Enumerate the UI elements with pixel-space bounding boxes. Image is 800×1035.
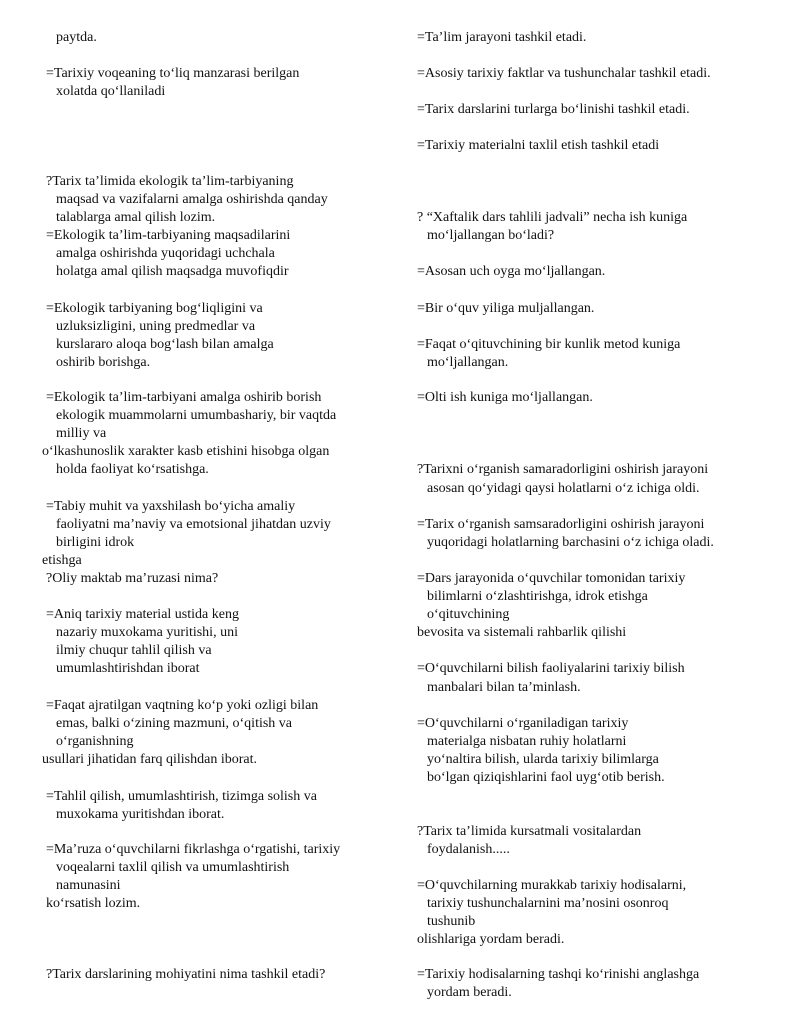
answer-line: =Tarix darslarini turlarga bo‘linishi tashkil etadi. [417,102,690,117]
answer-line: =O‘quvchilarning murakkab tarixiy hodisalarni, [417,878,687,893]
answer-line: bo‘lgan qiziqishlarini faol uyg‘otib berish. [427,770,665,785]
answer-line: tarixiy tushunchalarnini ma’nosini osonroq [427,896,669,911]
answer-line: etishga [42,553,82,568]
answer-line: mo‘ljallangan. [427,355,509,370]
question-line: talablarga amal qilish lozim. [56,210,216,225]
answer-line: =Ekologik tarbiyaning bog‘liqligini va [46,301,263,316]
answer-line: =Olti ish kuniga mo‘ljallangan. [417,390,593,405]
question-line: mo‘ljallangan bo‘ladi? [427,228,555,243]
answer-line: tushunib [427,914,476,929]
answer-line: =Tarixiy voqeaning to‘liq manzarasi berilgan [46,66,300,81]
answer-line: =Bir o‘quv yiliga muljallangan. [417,301,595,316]
answer-line: =Tabiy muhit va yaxshilash bo‘yicha amaliy [46,499,296,514]
answer-line: emas, balki o‘zining mazmuni, o‘qitish va [56,716,293,731]
answer-line: voqealarni taxlil qilish va umumlashtirish [56,860,290,875]
answer-line: =Ma’ruza o‘quvchilarni fikrlashga o‘rgatishi, tarixiy [46,842,341,857]
answer-line: ilmiy chuqur tahlil qilish va [56,643,212,658]
question-line: ?Tarix darslarining mohiyatini nima tashkil etadi? [46,967,326,982]
answer-line: nazariy muxokama yuritishi, uni [56,625,238,640]
answer-line: o‘rganishning [56,734,134,749]
answer-line: umumlashtirishdan iborat [56,661,200,676]
answer-line: =O‘quvchilarni o‘rganiladigan tarixiy [417,716,629,731]
answer-line: =Tarixiy hodisalarning tashqi ko‘rinishi anglashga [417,967,700,982]
answer-line: =Ekologik ta’lim-tarbiyaning maqsadilarini [46,228,291,243]
answer-line: manbalari bilan ta’minlash. [427,680,581,695]
answer-line: muxokama yuritishdan iborat. [56,807,225,822]
answer-line: holda faoliyat ko‘rsatishga. [56,462,209,477]
text-line: paytda. [56,30,97,45]
answer-line: o‘lkashunoslik xarakter kasb etishini hisobga olgan [42,444,330,459]
answer-line: amalga oshirishda yuqoridagi uchchala [56,246,275,261]
answer-line: kurslararo aloqa bog‘lash bilan amalga [56,337,274,352]
answer-line: o‘qituvchining [427,607,510,622]
answer-line: ko‘rsatish lozim. [46,896,141,911]
answer-line: =Faqat o‘qituvchining bir kunlik metod kuniga [417,337,681,352]
answer-line: =Tarixiy materialni taxlil etish tashkil etadi [417,138,660,153]
answer-line: bevosita va sistemali rahbarlik qilishi [417,625,627,640]
answer-line: yordam beradi. [427,985,512,1000]
answer-line: =Tahlil qilish, umumlashtirish, tizimga solish va [46,789,317,804]
answer-line: =O‘quvchilarni bilish faoliyalarini tarixiy bilish [417,661,685,676]
question-line: maqsad va vazifalarni amalga oshirishda qanday [56,192,328,207]
answer-line: =Tarix o‘rganish samsaradorligini oshirish jarayoni [417,517,705,532]
question-line: ?Tarixni o‘rganish samaradorligini oshirish jarayoni [417,462,709,477]
answer-line: =Ta’lim jarayoni tashkil etadi. [417,30,587,45]
answer-line: =Aniq tarixiy material ustida keng [46,607,239,622]
answer-line: yo‘naltira bilish, ularda tarixiy bilimlarga [427,752,659,767]
answer-line: namunasini [56,878,121,893]
answer-line: birligini idrok [56,535,135,550]
question-line: ?Tarix ta’limida kursatmali vositalardan [417,824,642,839]
answer-line: materialga nisbatan ruhiy holatlarni [427,734,627,749]
answer-line: =Faqat ajratilgan vaqtning ko‘p yoki ozligi bilan [46,698,319,713]
answer-line: milliy va [56,426,107,441]
question-line: asosan qo‘yidagi qaysi holatlarni o‘z ichiga oldi. [427,481,700,496]
answer-line: =Dars jarayonida o‘quvchilar tomonidan tarixiy [417,571,686,586]
question-line: ?Oliy maktab ma’ruzasi nima? [46,571,219,586]
answer-line: =Asosiy tarixiy faktlar va tushunchalar tashkil etadi. [417,66,711,81]
answer-line: =Asosan uch oyga mo‘ljallangan. [417,264,606,279]
answer-line: holatga amal qilish maqsadga muvofiqdir [56,264,289,279]
answer-line: =Ekologik ta’lim-tarbiyani amalga oshirib borish [46,390,322,405]
answer-line: xolatda qo‘llaniladi [56,84,166,99]
answer-line: yuqoridagi holatlarning barchasini o‘z ichiga oladi. [427,535,714,550]
answer-line: uzluksizligini, uning predmedlar va [56,319,256,334]
answer-line: oshirib borishga. [56,355,151,370]
answer-line: faoliyatni ma’naviy va emotsional jihatdan uzviy [56,517,331,532]
question-line: ? “Xaftalik dars tahlili jadvali” necha ish kuniga [417,210,688,225]
answer-line: ekologik muammolarni umumbashariy, bir vaqtda [56,408,337,423]
answer-line: bilimlarni o‘zlashtirishga, idrok etishga [427,589,648,604]
answer-line: olishlariga yordam beradi. [417,932,565,947]
answer-line: usullari jihatidan farq qilishdan iborat. [42,752,258,767]
question-line: foydalanish..... [427,842,510,857]
question-line: ?Tarix ta’limida ekologik ta’lim-tarbiyaning [46,174,294,189]
